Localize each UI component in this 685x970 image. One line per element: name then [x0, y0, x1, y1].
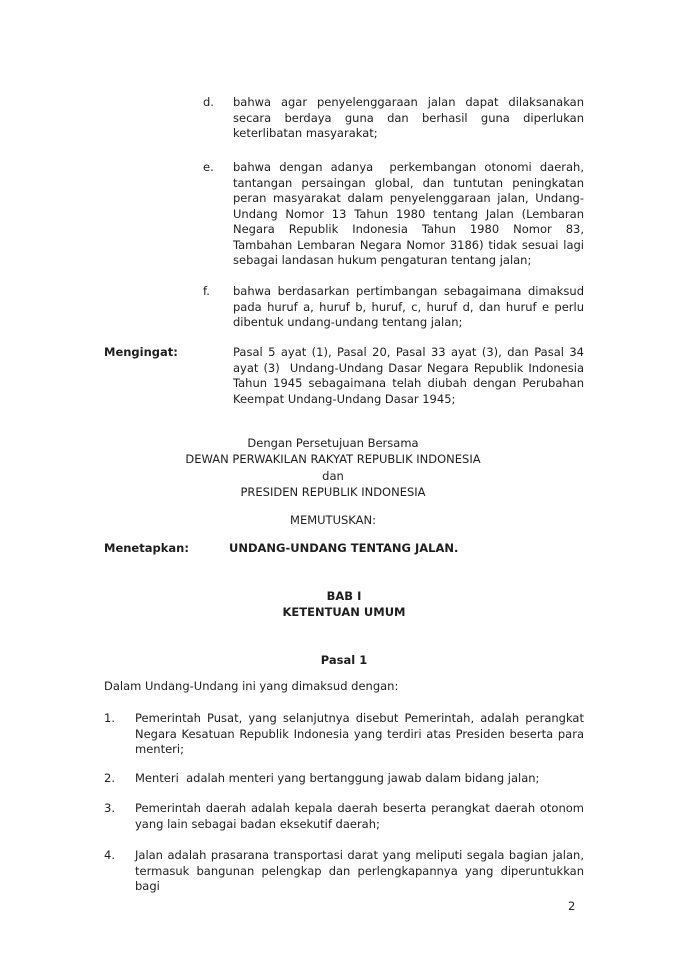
consideration-item-d — [104, 95, 588, 142]
definition-item-1 — [104, 711, 588, 758]
mengingat-label: Mengingat: — [104, 345, 178, 359]
consideration-letter: e. — [203, 160, 214, 174]
consideration-item-f — [104, 284, 588, 331]
chapter-heading — [104, 588, 584, 621]
mengingat-text: Pasal 5 ayat (1), Pasal 20, Pasal 33 ayat (3), dan Pasal 34 ayat (3) Undang-Undang Dasar Negara Republik Indonesia Tahun 1945 sebagaimana telah diubah dengan Perubahan Keempat Undang-Undang Dasar 1945; — [233, 345, 588, 406]
mengingat-section — [104, 345, 588, 407]
definition-text: Menteri adalah menteri yang bertanggung jawab dalam bidang jalan; — [135, 771, 540, 785]
menetapkan-label: Menetapkan: — [104, 541, 189, 555]
page-number: 2 — [568, 899, 576, 913]
consideration-letter: d. — [203, 95, 214, 109]
menetapkan-section — [104, 541, 584, 557]
agreement-line: PRESIDEN REPUBLIK INDONESIA — [240, 485, 426, 500]
definition-number: 4. — [104, 848, 115, 862]
agreement-line: dan — [322, 468, 344, 483]
chapter-title: KETENTUAN UMUM — [282, 605, 406, 620]
agreement-block — [104, 435, 584, 501]
consideration-letter: f. — [203, 284, 210, 298]
definition-text: Jalan adalah prasarana transportasi darat yang meliputi segala bagian jalan, termasuk bangunan pelengkap dan perlengkapannya yang diperuntukkan bagi — [135, 848, 588, 893]
definition-number: 2. — [104, 771, 115, 785]
article-heading: Pasal 1 — [320, 653, 368, 667]
chapter-number: BAB I — [326, 589, 362, 603]
consideration-text: bahwa berdasarkan pertimbangan sebagaimana dimaksud pada huruf a, huruf b, huruf, c, huruf d, dan huruf e perlu dibentuk undang-undang tentang jalan; — [233, 284, 588, 329]
definition-item-4 — [104, 848, 588, 895]
definition-item-3 — [104, 801, 588, 832]
consideration-item-e — [104, 160, 588, 269]
agreement-line: DEWAN PERWAKILAN RAKYAT REPUBLIK INDONESIA — [185, 452, 481, 467]
menetapkan-text: UNDANG-UNDANG TENTANG JALAN. — [229, 541, 459, 555]
definition-text: Pemerintah daerah adalah kepala daerah beserta perangkat daerah otonom yang lain sebagai badan eksekutif daerah; — [135, 801, 588, 831]
definition-text: Pemerintah Pusat, yang selanjutnya disebut Pemerintah, adalah perangkat Negara Kesatuan Republik Indonesia yang terdiri atas Presiden beserta para menteri; — [135, 711, 588, 756]
definition-number: 3. — [104, 801, 115, 815]
consideration-text: bahwa agar penyelenggaraan jalan dapat dilaksanakan secara berdaya guna dan berhasil guna diperlukan keterlibatan masyarakat; — [233, 95, 588, 140]
memutuskan-heading: MEMUTUSKAN: — [290, 513, 376, 527]
definition-number: 1. — [104, 711, 115, 725]
article-intro: Dalam Undang-Undang ini yang dimaksud dengan: — [104, 679, 399, 693]
consideration-text: bahwa dengan adanya perkembangan otonomi daerah, tantangan persaingan global, dan tuntutan peningkatan peran masyarakat dalam penyelenggaraan jalan, Undang-Undang Nomor 13 Tahun 1980 tentang Jalan (Lembaran Negara Republik Indonesia Tahun 1980 Nomor 83, Tambahan Lembaran Negara Nomor 3186) tidak sesuai lagi sebagai landasan hukum pengaturan tentang jalan; — [233, 160, 588, 267]
agreement-line: Dengan Persetujuan Bersama — [247, 436, 419, 450]
definition-item-2 — [104, 771, 584, 787]
